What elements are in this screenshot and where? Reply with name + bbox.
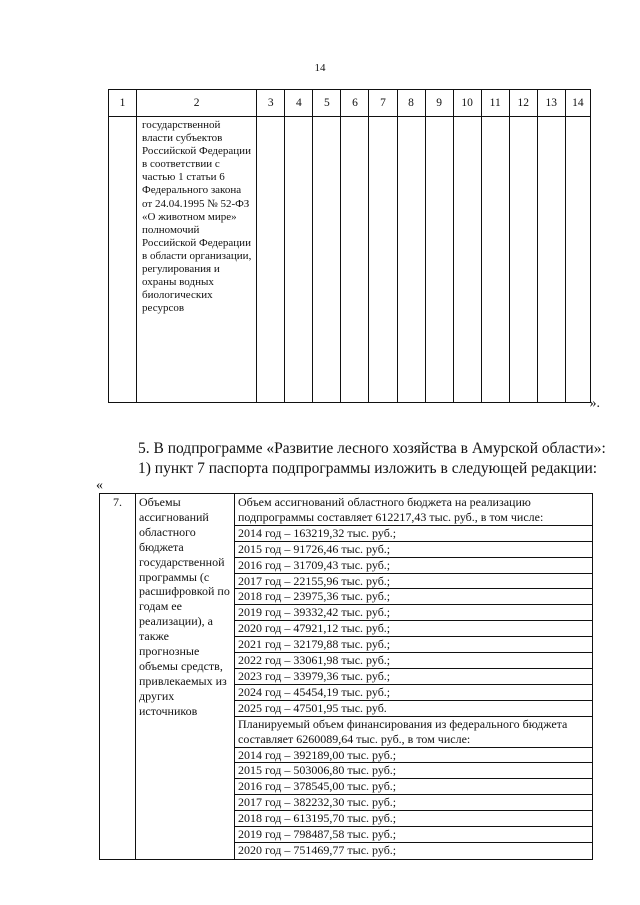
table-cell: [341, 117, 369, 403]
column-header: 4: [285, 90, 313, 117]
table-cell: [565, 117, 590, 403]
table-header-row: [109, 90, 591, 117]
federal-budget-intro: Планируемый объем финансирования из федерального бюджета составляет 6260089,64 тыс. руб., в том числе:: [235, 717, 592, 748]
regional-budget-intro: Объем ассигнований областного бюджета на реализацию подпрограммы составляет 612217,43 тыс. руб., в том числе:: [235, 495, 592, 526]
table-cell: [109, 117, 137, 403]
column-header: 11: [481, 90, 509, 117]
table-row: [109, 117, 591, 403]
column-header: 13: [537, 90, 565, 117]
regional-year-line: 2023 год – 33979,36 тыс. руб.;: [235, 669, 592, 685]
table-cell: [257, 117, 285, 403]
column-header: 5: [313, 90, 341, 117]
federal-year-line: 2020 год – 751469,77 тыс. руб.;: [238, 842, 397, 857]
regional-year-line: 2024 год – 45454,19 тыс. руб.;: [235, 685, 592, 701]
federal-year-line: 2019 год – 798487,58 тыс. руб.;: [235, 827, 592, 843]
table-cell: [369, 117, 397, 403]
column-header: 6: [341, 90, 369, 117]
column-header: 9: [425, 90, 453, 117]
row-number: 7.: [100, 494, 136, 860]
closing-quote-mark: ».: [589, 396, 600, 411]
column-header: 2: [137, 90, 257, 117]
regional-year-line: 2016 год – 31709,43 тыс. руб.;: [235, 558, 592, 574]
table-cell: [397, 117, 425, 403]
column-header: 14: [565, 90, 590, 117]
federal-year-line: 2016 год – 378545,00 тыс. руб.;: [235, 779, 592, 795]
column-header: 12: [509, 90, 537, 117]
row-label: Объемы ассигнований областного бюджета государственной программы (с расшифровкой по годам ее реализации), а также прогнозные объемы средств, привлекаемых из других источников: [136, 494, 235, 860]
regional-year-line: 2017 год – 22155,96 тыс. руб.;: [235, 574, 592, 590]
regional-year-line: 2019 год – 39332,42 тыс. руб.;: [235, 605, 592, 621]
table-cell: [425, 117, 453, 403]
table-cell: [481, 117, 509, 403]
column-header: 7: [369, 90, 397, 117]
table-cell: [453, 117, 481, 403]
table-row: [100, 494, 593, 860]
column-header: 1: [109, 90, 137, 117]
page-number: 14: [314, 62, 326, 74]
passport-table: [99, 493, 593, 860]
opening-quote-mark: «: [96, 478, 103, 493]
federal-year-line: 2014 год – 392189,00 тыс. руб.;: [235, 748, 592, 764]
funding-cell: [235, 494, 593, 860]
federal-year-line: 2017 год – 382232,30 тыс. руб.;: [235, 795, 592, 811]
table-cell: [537, 117, 565, 403]
column-header: 3: [257, 90, 285, 117]
continuation-table: [108, 89, 591, 403]
regional-year-line: 2015 год – 91726,46 тыс. руб.;: [235, 542, 592, 558]
federal-year-line: 2015 год – 503006,80 тыс. руб.;: [235, 763, 592, 779]
row-description: государственной власти субъектов Российской Федерации в соответствии с частью 1 статьи 6 Федерального закона от 24.04.1995 № 52-ФЗ «О животном мире» полномочий Российской Федерации в области организации, регулирования и охраны водных биологических ресурсов: [137, 117, 257, 403]
sub-heading: 1) пункт 7 паспорта подпрограммы изложить в следующей редакции:: [138, 460, 598, 477]
section-heading: 5. В подпрограмме «Развитие лесного хозяйства в Амурской области»:: [138, 440, 606, 457]
table-cell: [285, 117, 313, 403]
regional-year-line: 2014 год – 163219,32 тыс. руб.;: [235, 526, 592, 542]
regional-year-line: 2025 год – 47501,95 тыс. руб.: [235, 701, 592, 717]
regional-year-line: 2021 год – 32179,88 тыс. руб.;: [235, 637, 592, 653]
regional-year-line: 2018 год – 23975,36 тыс. руб.;: [235, 589, 592, 605]
regional-year-line: 2022 год – 33061,98 тыс. руб.;: [235, 653, 592, 669]
table-cell: [509, 117, 537, 403]
column-header: 8: [397, 90, 425, 117]
federal-year-line: 2018 год – 613195,70 тыс. руб.;: [235, 811, 592, 827]
column-header: 10: [453, 90, 481, 117]
table-cell: [313, 117, 341, 403]
regional-year-line: 2020 год – 47921,12 тыс. руб.;: [235, 621, 592, 637]
